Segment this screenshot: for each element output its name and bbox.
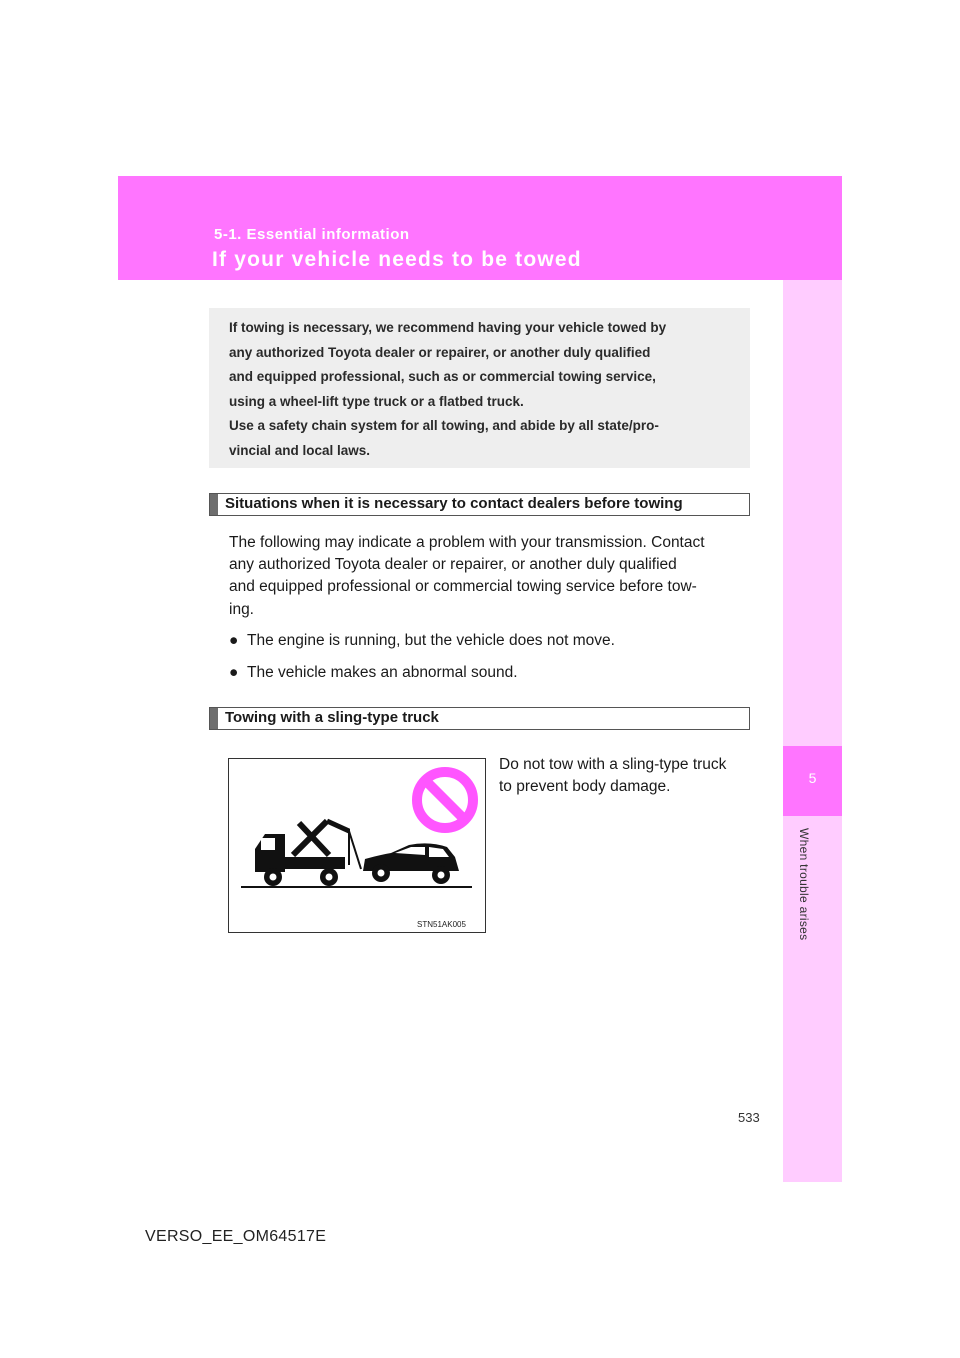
- towed-car-icon: [363, 843, 459, 884]
- paragraph-line: any authorized Toyota dealer or repairer, or another duly qualified: [229, 556, 677, 574]
- sling-truck-caption: [499, 754, 749, 798]
- chapter-side-tab: [783, 280, 842, 1182]
- page-title: If your vehicle needs to be towed: [212, 248, 582, 271]
- paragraph-line: ing.: [229, 600, 254, 618]
- bullet-item: [229, 664, 518, 682]
- heading-text: Towing with a sling-type truck: [225, 709, 439, 726]
- section-heading-sling-truck: [209, 707, 750, 730]
- chapter-title: When trouble arises: [797, 828, 811, 941]
- heading-bar: [210, 708, 218, 729]
- intro-line: vincial and local laws.: [229, 442, 371, 458]
- heading-bar: [210, 494, 218, 515]
- heading-text: Situations when it is necessary to contact dealers before towing: [225, 495, 683, 512]
- paragraph-line: The following may indicate a problem with your transmission. Contact: [229, 534, 705, 551]
- chapter-number: 5: [808, 770, 817, 786]
- caption-line: Do not tow with a sling-type truck: [499, 756, 727, 773]
- sling-truck-illustration: [228, 758, 486, 933]
- bullet-icon: ●: [229, 632, 239, 649]
- section-label: 5-1. Essential information: [214, 226, 410, 243]
- bullet-text: The vehicle makes an abnormal sound.: [247, 664, 518, 681]
- bullet-item: [229, 632, 615, 650]
- section-heading-contact-dealers: [209, 493, 750, 516]
- document-code: VERSO_EE_OM64517E: [145, 1228, 327, 1245]
- paragraph-line: and equipped professional or commercial towing service before tow-: [229, 578, 697, 596]
- intro-line: any authorized Toyota dealer or repairer, or another duly qualified: [229, 344, 651, 360]
- intro-text: [229, 316, 729, 464]
- intro-line: If towing is necessary, we recommend having your vehicle towed by: [229, 320, 667, 335]
- intro-line: Use a safety chain system for all towing, and abide by all state/pro-: [229, 418, 659, 434]
- caption-line: to prevent body damage.: [499, 778, 671, 795]
- tow-truck-icon: [255, 821, 361, 886]
- prohibition-icon: [417, 772, 473, 828]
- intro-line: and equipped professional, such as or commercial towing service,: [229, 369, 656, 385]
- bullet-text: The engine is running, but the vehicle does not move.: [247, 632, 615, 649]
- tow-truck-figure: [229, 759, 485, 932]
- figure-code: STN51AK005: [417, 920, 466, 929]
- bullet-icon: ●: [229, 664, 239, 681]
- intro-line: using a wheel-lift type truck or a flatbed truck.: [229, 393, 524, 409]
- contact-dealers-paragraph: [229, 532, 744, 621]
- page-number: 533: [738, 1110, 760, 1125]
